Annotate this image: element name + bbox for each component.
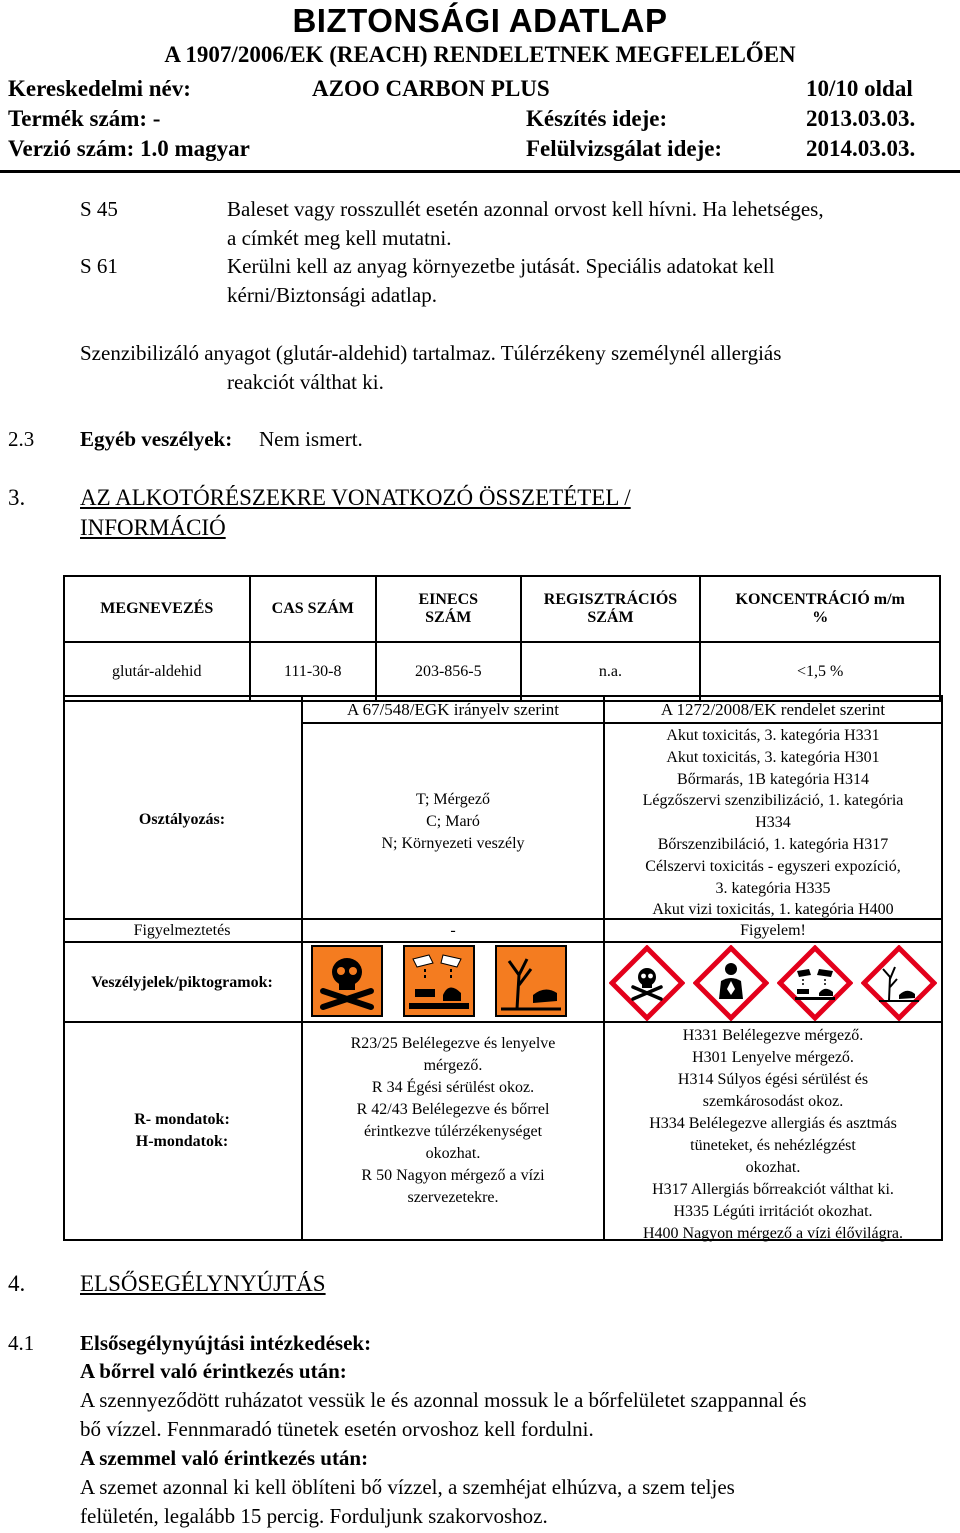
concentration-header: KONCENTRÁCIÓ m/m %	[735, 591, 905, 626]
table-header	[700, 576, 940, 642]
dsd-column-header: A 67/548/EGK irányelv szerint	[347, 700, 559, 719]
r-phrase-label: R- mondatok:	[134, 1111, 230, 1128]
section-title: INFORMÁCIÓ	[80, 515, 226, 540]
r-phrase-line: mérgező.	[423, 1057, 483, 1074]
toxic-skull-icon	[311, 945, 383, 1017]
h-phrase-line: H335 Légúti irritációt okozhat.	[673, 1203, 873, 1220]
clp-line: H334	[755, 814, 791, 832]
r-phrase-line: szervezetekre.	[407, 1189, 499, 1206]
h-phrase-line: H314 Súlyos égési sérülést és	[677, 1071, 869, 1088]
health-hazard-icon	[693, 945, 769, 1021]
border	[63, 1021, 943, 1023]
table-cell: n.a.	[521, 642, 701, 701]
skin-contact-text: bő vízzel. Fennmaradó tünetek esetén orvoshoz kell fordulni.	[80, 1417, 594, 1441]
border	[63, 695, 65, 1241]
clp-line: Akut toxicitás, 3. kategória H331	[666, 727, 880, 744]
r-phrase-line: okozhat.	[425, 1145, 481, 1162]
clp-line: Bőrmarás, 1B kategória H314	[677, 770, 869, 788]
table-header	[376, 576, 521, 642]
h-phrase-line: tüneteket, és nehézlégzést	[690, 1137, 856, 1154]
page-number: 10/10 oldal	[806, 76, 913, 101]
created-label: Készítés ideje:	[526, 106, 668, 131]
section-value: Nem ismert.	[259, 427, 363, 451]
document-title: BIZTONSÁGI ADATLAP	[292, 2, 668, 39]
h-phrase-line: H301 Lenyelve mérgező.	[692, 1049, 854, 1066]
eye-contact-text: felületén, legalább 15 percig. Forduljunk szakorvoshoz.	[80, 1504, 548, 1528]
phrase-label	[63, 1109, 301, 1153]
header-divider	[0, 170, 960, 173]
s-phrase-text: a címkét meg kell mutatni.	[227, 226, 452, 250]
clp-line: Légzőszervi szenzibilizáció, 1. kategória	[642, 792, 904, 810]
table-header: MEGNEVEZÉS	[64, 576, 250, 642]
s-phrase-text: kérni/Biztonsági adatlap.	[227, 283, 437, 307]
trade-name-label: Kereskedelmi név:	[8, 76, 191, 101]
clp-classification	[605, 725, 941, 921]
s-phrase-code: S 61	[80, 254, 118, 278]
clp-column-header: A 1272/2008/EK rendelet szerint	[660, 700, 886, 719]
clp-line: Akut vizi toxicitás, 1. kategória H400	[652, 901, 894, 919]
section-label: Egyéb veszélyek:	[80, 427, 233, 451]
dsd-line: C; Maró	[426, 813, 480, 830]
skin-contact-text: A szennyeződött ruházatot vessük le és azonnal mossuk le a bőrfelületet szappannal és	[80, 1388, 807, 1412]
h-phrases	[605, 1025, 941, 1245]
table-cell: 111-30-8	[250, 642, 376, 701]
trade-name: AZOO CARBON PLUS	[312, 76, 550, 101]
pictogram-label: Veszélyjelek/piktogramok:	[91, 974, 273, 991]
border	[301, 722, 943, 724]
clp-line: Célszervi toxicitás - egyszeri expozíció,	[645, 857, 901, 875]
r-phrases	[303, 1033, 603, 1209]
table-cell: 203-856-5	[376, 642, 521, 701]
ghs-environment-icon	[861, 945, 937, 1021]
environment-hazard-icon	[495, 945, 567, 1017]
signal-word-label: Figyelmeztetés	[133, 922, 231, 939]
dsd-line: N; Környezeti veszély	[381, 835, 525, 852]
skin-contact-title: A bőrrel való érintkezés után:	[80, 1359, 347, 1383]
einecs-header: EINECS SZÁM	[418, 591, 479, 626]
clp-line: 3. kategória H335	[715, 879, 831, 897]
h-phrase-line: okozhat.	[745, 1159, 801, 1176]
table-header	[521, 576, 701, 642]
section-number: 3.	[8, 485, 26, 510]
border	[941, 695, 943, 1241]
eye-contact-text: A szemet azonnal ki kell öblíteni bő vízzel, a szemhéjat elhúzva, a szem teljes	[80, 1475, 735, 1499]
section-title: AZ ALKOTÓRÉSZEKRE VONATKOZÓ ÖSSZETÉTEL /	[80, 485, 631, 510]
document-subtitle: A 1907/2006/EK (REACH) RENDELETNEK MEGFELELŐEN	[164, 42, 796, 67]
h-phrase-line: szemkárosodást okoz.	[702, 1093, 844, 1110]
section-title: ELSŐSEGÉLYNYÚJTÁS	[80, 1271, 326, 1296]
clp-line: Bőrszenzibiláció, 1. kategória H317	[657, 835, 889, 853]
r-phrase-line: R 42/43 Belélegezve és bőrrel	[356, 1101, 550, 1118]
eye-contact-title: A szemmel való érintkezés után:	[80, 1446, 369, 1470]
signal-word-dsd: -	[450, 922, 456, 939]
subsection-title: Elsősegélynyújtási intézkedések:	[80, 1331, 372, 1355]
r-phrase-line: R 50 Nagyon mérgező a vízi	[361, 1167, 545, 1184]
section-number: 4.	[8, 1271, 26, 1296]
s-phrase-text: Kerülni kell az anyag környezetbe jutását. Speciális adatokat kell	[227, 254, 775, 278]
h-phrase-line: H331 Belélegezve mérgező.	[682, 1027, 864, 1044]
h-phrase-label: H-mondatok:	[135, 1133, 229, 1150]
created-date: 2013.03.03.	[806, 106, 916, 131]
table-header: CAS SZÁM	[250, 576, 376, 642]
r-phrase-line: R 34 Égési sérülést okoz.	[371, 1079, 535, 1096]
registration-header: REGISZTRÁCIÓS SZÁM	[543, 591, 678, 626]
h-phrase-line: H317 Allergiás bőrreakciót válthat ki.	[652, 1181, 894, 1198]
s-phrase-text: Baleset vagy rosszullét esetén azonnal orvost kell hívni. Ha lehetséges,	[227, 197, 824, 221]
ghs-corrosive-icon	[777, 945, 853, 1021]
table-cell: glutár-aldehid	[64, 642, 250, 701]
r-phrase-line: érintkezve túlérzékenységet	[363, 1123, 543, 1140]
composition-table	[63, 575, 941, 702]
s-phrase-code: S 45	[80, 197, 118, 221]
r-phrase-line: R23/25 Belélegezve és lenyelve	[350, 1035, 556, 1052]
h-phrase-line: H400 Nagyon mérgező a vízi élővilágra.	[642, 1225, 904, 1242]
subsection-number: 4.1	[8, 1331, 35, 1355]
dsd-line: T; Mérgező	[416, 791, 490, 808]
border	[63, 695, 943, 697]
dsd-classification	[303, 789, 603, 855]
ghs-skull-icon	[609, 945, 685, 1021]
classification-table	[63, 695, 943, 1241]
clp-line: Akut toxicitás, 3. kategória H301	[666, 748, 880, 766]
section-number: 2.3	[8, 427, 35, 451]
classification-label: Osztályozás:	[138, 811, 226, 828]
product-number: Termék szám: -	[8, 106, 161, 131]
signal-word-clp: Figyelem!	[740, 922, 806, 939]
version-label: Verzió szám: 1.0 magyar	[8, 136, 250, 161]
sensitizer-note: reakciót válthat ki.	[227, 370, 384, 394]
review-label: Felülvizsgálat ideje:	[526, 136, 723, 161]
h-phrase-line: H334 Belélegezve allergiás és asztmás	[649, 1115, 897, 1132]
table-cell: <1,5 %	[700, 642, 940, 701]
sensitizer-note: Szenzibilizáló anyagot (glutár-aldehid) tartalmaz. Túlérzékeny személynél allergiás	[80, 341, 782, 365]
corrosive-icon	[403, 945, 475, 1017]
review-date: 2014.03.03.	[806, 136, 916, 161]
